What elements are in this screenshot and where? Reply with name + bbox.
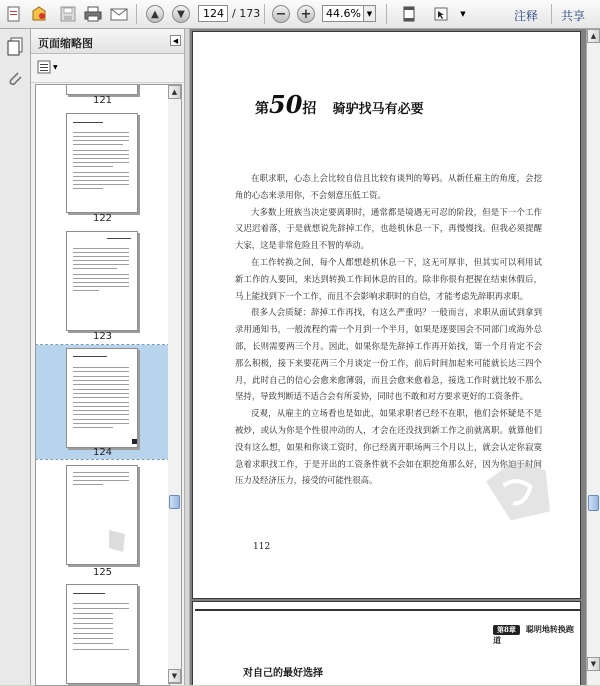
thumbnail-item[interactable] — [36, 227, 169, 343]
thumbnail-page-image — [66, 465, 138, 565]
thumbnail-item[interactable] — [36, 109, 169, 227]
scroll-up-arrow-icon[interactable]: ▲ — [587, 29, 600, 43]
thumbnail-label: 125 — [92, 567, 113, 578]
thumbnail-item[interactable] — [36, 461, 169, 577]
scrollbar-thumb[interactable] — [169, 495, 180, 509]
zoom-out-button[interactable] — [270, 3, 292, 25]
panel-header — [31, 29, 184, 54]
zoom-dropdown-button[interactable] — [364, 5, 376, 22]
chapter-suffix: 招 — [302, 101, 317, 117]
toolbar-separator — [264, 4, 265, 24]
chapter-heading — [255, 90, 424, 119]
previous-page-button[interactable] — [144, 3, 166, 25]
document-view — [190, 29, 586, 685]
scrollbar-thumb[interactable] — [588, 495, 599, 511]
thumbnail-label: 123 — [92, 331, 113, 342]
page-number: 112 — [253, 542, 271, 552]
paragraph: 在工作转换之间，每个人都想趁机休息一下，这无可厚非，但其实可以利用试新工作的人要回，来达到转换工作间休息的目的。除非你很有把握在结束休假后，马上能找到下一个工作，而且不会影响求职时的自信，才能考虑先辞职再求职。 — [235, 256, 542, 301]
thumbnail-panel — [31, 29, 184, 685]
thumbnail-label: 124 — [92, 447, 113, 458]
fit-page-button[interactable] — [398, 3, 420, 25]
paragraph: 很多人会质疑：辞掉工作再找，有这么严重吗？一般而言，求职从面试到拿到录用通知书，一般流程约需一个月到一个半月，如果是逐要国会不同部门或海外总部，长则需要两三个月。因此，如果你是先辞掉工作再开始找，第一个月肯定不会那么积极，接下来要花两三个月谈定一份工作，前后时间加起来可能就长达三四个月，此时自己的信心会愈来愈薄弱，而且会愈来愈着急，接选工作时就比较不那么坚持，导致判断适不适合会有所妥协，同时也不敢和对方要求更好的工资条件。 — [235, 307, 542, 402]
share-button[interactable]: 共享 — [561, 9, 586, 23]
scroll-down-arrow-icon[interactable]: ▼ — [587, 657, 600, 671]
toolbar-separator — [386, 4, 387, 24]
next-page-button[interactable] — [170, 3, 192, 25]
thumbnail-scrollbar[interactable] — [168, 84, 182, 684]
select-tool-button[interactable] — [430, 3, 452, 25]
email-icon[interactable] — [108, 3, 130, 25]
arrow-up-icon: ▲ — [146, 5, 164, 23]
open-file-icon[interactable] — [3, 3, 25, 25]
thumbnail-page-image — [66, 231, 138, 331]
chapter-title: 骑驴找马有必要 — [332, 102, 424, 117]
toolbar-separator — [551, 4, 552, 24]
thumbnail-item-selected[interactable] — [36, 345, 169, 459]
scroll-up-arrow-icon[interactable]: ▲ — [168, 85, 181, 99]
collapse-panel-button[interactable] — [170, 35, 181, 46]
save-icon[interactable] — [57, 3, 79, 25]
resize-handle[interactable] — [132, 439, 137, 444]
scroll-down-arrow-icon[interactable]: ▼ — [168, 669, 181, 683]
document-page — [192, 31, 581, 599]
thumbnail-page-image — [66, 348, 138, 448]
header-rule — [195, 609, 580, 611]
create-pdf-icon[interactable] — [28, 3, 50, 25]
page-total-label: / 173 — [232, 7, 261, 20]
fit-page-icon — [400, 5, 418, 23]
paragraph: 在职求职，心态上会比较自信且比较有谈判的筹码。从新任雇主的角度，会挖角的心态来录用你，不会刻意压低工资。 — [235, 173, 542, 200]
chapter-prefix: 第 — [255, 101, 269, 117]
options-menu-button[interactable] — [37, 60, 58, 74]
chevron-left-icon: ◀ — [172, 37, 179, 45]
chevron-down-icon: ▼ — [366, 9, 373, 18]
thumbnail-label: 121 — [92, 95, 113, 106]
arrow-down-icon: ▼ — [172, 5, 190, 23]
page-number-input[interactable]: 124 — [198, 5, 228, 22]
thumbnail-item[interactable] — [36, 581, 169, 686]
thumbnail-item[interactable] — [36, 85, 169, 109]
thumbnail-page-image — [66, 84, 138, 95]
page-thumbnails-icon[interactable] — [6, 37, 24, 60]
document-scrollbar[interactable] — [586, 29, 600, 685]
annotate-button[interactable]: 注释 — [514, 9, 539, 23]
chevron-down-icon: ▼ — [460, 10, 466, 18]
paragraph: 反观，从雇主的立场看也是如此，如果求职者已经不在职，他们会怀疑是不是被炒，或认为你是个性很冲动的人，才会在还没找到新工作之前就离职。就算他们没有这么想，如果和你谈工资时，你已经离开职场两三个月以上，就会认定你寂寞急着求职找工作，于是开出的工资条件就不会如在职挖角那么好，因为你迫于时间压力及经济压力，接受的可能性很高。 — [235, 408, 542, 486]
paragraph: 大多数上班族当决定要离职时，通常都是境遇无可忍的阶段，但是下一个工作又迟迟着落，于是就想说先辞掉工作，也趁机休息一下，再慢慢找。但我必须提醒大家，这是非常危险且不智的举动。 — [235, 206, 542, 251]
panel-toolbar — [31, 54, 184, 83]
options-icon — [37, 60, 51, 74]
running-header-text: 聪明地转换跑道 — [493, 624, 574, 645]
chapter-number: 50 — [269, 90, 303, 119]
attachments-icon[interactable] — [6, 69, 24, 92]
navigation-pane — [0, 29, 31, 685]
print-icon[interactable] — [82, 3, 104, 25]
chapter-badge: 第8章 — [493, 625, 520, 635]
tools-dropdown-button[interactable] — [456, 3, 470, 25]
section-title: 对自己的最好选择 — [243, 668, 323, 679]
running-header — [493, 624, 580, 646]
thumbnail-page-image — [66, 113, 138, 213]
plus-icon: + — [297, 5, 315, 23]
thumbnail-page-image — [66, 584, 138, 684]
chevron-down-icon: ▼ — [53, 63, 58, 71]
toolbar-separator — [136, 4, 137, 24]
minus-icon: − — [272, 5, 290, 23]
thumbnail-list — [35, 84, 170, 686]
select-tool-icon — [432, 5, 450, 23]
main-toolbar — [0, 0, 600, 29]
body-text — [235, 170, 542, 489]
zoom-input[interactable]: 44.6% — [322, 5, 364, 22]
document-page — [192, 601, 581, 685]
thumbnail-label: 122 — [92, 213, 113, 224]
zoom-in-button[interactable] — [295, 3, 317, 25]
panel-title: 页面缩略图 — [38, 37, 93, 50]
